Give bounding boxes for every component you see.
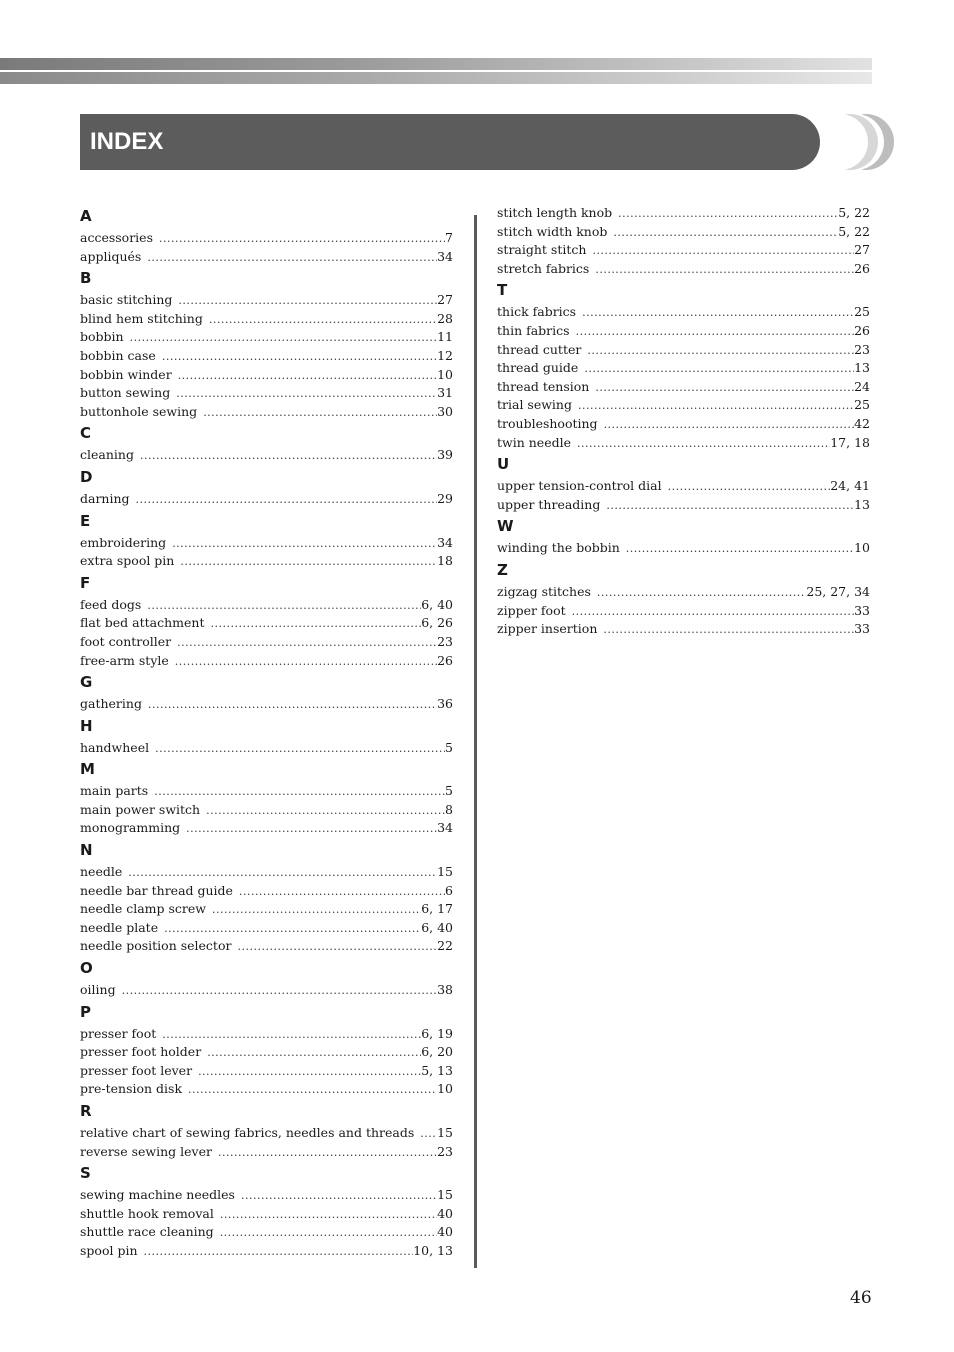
index-letter-heading: P <box>80 1002 91 1021</box>
index-entry <box>80 882 453 901</box>
index-term: needle bar thread guide <box>80 882 233 898</box>
index-term: thread tension <box>497 378 590 394</box>
index-term: thread guide <box>497 360 579 376</box>
index-page-refs: 5, 22 <box>838 205 870 220</box>
index-page-refs: 6, 17 <box>421 901 453 917</box>
index-page-refs: 30 <box>437 403 453 419</box>
index-page-refs: 26 <box>854 260 870 276</box>
index-term: spool pin <box>80 1242 138 1258</box>
index-letter-heading: U <box>497 455 510 474</box>
index-page-refs: 12 <box>437 347 453 363</box>
index-entry <box>80 1223 453 1242</box>
index-page-refs: 6, 26 <box>421 615 453 631</box>
index-column-left <box>80 204 453 1261</box>
index-entry <box>497 378 870 397</box>
index-banner <box>80 114 872 170</box>
index-entry <box>497 477 870 496</box>
index-term: zigzag stitches <box>497 583 591 599</box>
index-page-refs: 10 <box>437 366 453 382</box>
index-entry <box>80 614 453 633</box>
index-page-refs: 40 <box>437 1205 453 1221</box>
dot-leader <box>603 621 854 640</box>
index-letter-heading: R <box>80 1102 92 1120</box>
index-entry <box>497 396 870 415</box>
dot-leader <box>154 783 445 802</box>
index-term: winding the bobbin <box>497 540 620 556</box>
index-page-refs: 5 <box>445 739 453 755</box>
index-page-refs: 34 <box>437 248 453 264</box>
index-page-refs: 10, 13 <box>413 1242 453 1258</box>
dot-leader <box>130 329 438 348</box>
dot-leader <box>175 653 437 672</box>
dot-leader <box>162 1026 421 1045</box>
index-page-refs: 24 <box>854 378 870 394</box>
index-page-refs: 10 <box>437 1081 453 1097</box>
index-page-refs: 22 <box>437 938 453 954</box>
index-page-refs: 6, 19 <box>421 1025 453 1041</box>
index-page-refs: 31 <box>437 385 453 401</box>
index-letter-heading: E <box>80 511 91 530</box>
index-page-refs: 23 <box>854 341 870 357</box>
index-term: bobbin winder <box>80 366 172 382</box>
index-entry <box>80 248 453 267</box>
index-term: button sewing <box>80 385 171 401</box>
index-page-refs: 8 <box>445 801 453 817</box>
dot-leader <box>211 615 422 634</box>
index-page-refs: 27 <box>437 292 453 308</box>
dot-leader <box>420 1125 437 1144</box>
index-entry <box>80 328 453 347</box>
index-page-refs: 15 <box>437 1125 453 1140</box>
index-page-refs: 38 <box>437 982 453 998</box>
index-letter-heading: C <box>80 424 92 443</box>
index-entry <box>80 490 453 509</box>
index-letter-heading: D <box>80 467 93 486</box>
dot-leader <box>220 1224 437 1243</box>
page-number: 46 <box>850 1288 872 1308</box>
index-entry <box>80 1062 453 1081</box>
index-term: embroidering <box>80 534 167 550</box>
index-page-refs: 13 <box>854 496 870 512</box>
index-term: zipper foot <box>497 602 566 618</box>
index-page-refs: 15 <box>437 864 453 880</box>
index-entry <box>80 1242 453 1261</box>
index-term: twin needle <box>497 434 571 450</box>
index-term: needle plate <box>80 919 159 935</box>
index-page-refs: 33 <box>854 602 870 618</box>
index-term: straight stitch <box>497 242 587 258</box>
index-page-refs: 10 <box>854 540 870 556</box>
index-page-refs: 18 <box>437 553 453 569</box>
index-term: bobbin case <box>80 347 156 363</box>
index-page-refs: 5 <box>445 783 453 799</box>
index-entry <box>80 633 453 652</box>
dot-leader <box>147 249 437 268</box>
index-entry <box>80 552 453 571</box>
index-term: main power switch <box>80 801 201 817</box>
index-entry <box>497 620 870 639</box>
index-term: needle clamp screw <box>80 901 206 917</box>
index-entry <box>80 366 453 385</box>
banner-bar <box>80 114 820 170</box>
index-term: handwheel <box>80 739 150 755</box>
dot-leader <box>578 397 854 416</box>
index-page-refs: 6, 20 <box>421 1044 453 1060</box>
index-entry <box>80 1143 453 1162</box>
index-term: relative chart of sewing fabrics, needles and threads <box>80 1125 415 1140</box>
dot-leader <box>147 597 421 616</box>
index-letter-heading: F <box>80 573 91 592</box>
index-page-refs: 24, 41 <box>830 478 870 494</box>
index-term: thick fabrics <box>497 304 577 320</box>
index-term: presser foot <box>80 1025 157 1041</box>
header-decorative-bars <box>0 58 872 84</box>
dot-leader <box>597 584 806 603</box>
dot-leader <box>186 820 437 839</box>
index-term: stretch fabrics <box>497 260 590 276</box>
index-page-refs: 39 <box>437 447 453 463</box>
index-term: pre-tension disk <box>80 1081 183 1097</box>
index-page-refs: 7 <box>445 230 453 245</box>
index-letter-heading: H <box>80 716 93 735</box>
index-entry <box>80 801 453 820</box>
dot-leader <box>239 883 445 902</box>
index-entry <box>497 322 870 341</box>
dot-leader <box>155 740 445 759</box>
dot-leader <box>618 205 838 224</box>
index-page-refs: 11 <box>437 329 453 345</box>
index-entry <box>80 347 453 366</box>
index-entry <box>497 496 870 515</box>
index-letter-heading: M <box>80 760 95 779</box>
index-term: monogramming <box>80 820 181 836</box>
header-bar-lower <box>0 72 872 84</box>
dot-leader <box>207 1044 421 1063</box>
index-term: zipper insertion <box>497 621 598 637</box>
dot-leader <box>592 242 854 261</box>
index-letter-heading: Z <box>497 560 508 579</box>
dot-leader <box>626 540 854 559</box>
dot-leader <box>128 864 437 883</box>
index-entry <box>80 1186 453 1205</box>
index-term: cleaning <box>80 447 134 463</box>
index-entry <box>80 446 453 465</box>
dot-leader <box>595 379 854 398</box>
index-page-refs: 28 <box>437 310 453 326</box>
index-page-refs: 36 <box>437 696 453 712</box>
index-page-refs: 25 <box>854 304 870 320</box>
page-title: INDEX <box>90 128 164 155</box>
index-page-refs: 17, 18 <box>830 434 870 450</box>
index-entry <box>80 534 453 553</box>
index-entry <box>80 937 453 956</box>
index-term: feed dogs <box>80 596 142 612</box>
index-letter-heading: S <box>80 1164 91 1183</box>
dot-leader <box>613 224 838 243</box>
index-page-refs: 23 <box>437 633 453 649</box>
index-term: flat bed attachment <box>80 615 205 631</box>
dot-leader <box>206 802 445 821</box>
index-entry <box>497 241 870 260</box>
dot-leader <box>176 385 437 404</box>
dot-leader <box>604 416 855 435</box>
index-term: free-arm style <box>80 652 169 668</box>
index-page-refs: 25, 27, 34 <box>806 583 870 599</box>
index-entry <box>80 819 453 838</box>
index-term: needle position selector <box>80 938 232 954</box>
index-letter-heading: W <box>497 517 514 536</box>
index-entry <box>80 310 453 329</box>
index-letter-heading: N <box>80 841 93 860</box>
dot-leader <box>582 304 854 323</box>
dot-leader <box>212 901 421 920</box>
index-entry <box>497 204 870 223</box>
dot-leader <box>172 535 437 554</box>
dot-leader <box>595 261 854 280</box>
index-entry <box>80 981 453 1000</box>
index-entry <box>80 384 453 403</box>
index-page-refs: 6 <box>445 882 453 898</box>
index-page-refs: 15 <box>437 1187 453 1203</box>
dot-leader <box>140 447 437 466</box>
index-page-refs: 5, 22 <box>838 223 870 239</box>
dot-leader <box>584 360 854 379</box>
index-page-refs: 33 <box>854 621 870 637</box>
dot-leader <box>180 553 437 572</box>
index-entry <box>80 739 453 758</box>
index-page-refs: 25 <box>854 397 870 413</box>
index-entry <box>80 403 453 422</box>
index-term: upper threading <box>497 496 601 512</box>
index-entry <box>80 1025 453 1044</box>
index-entry <box>80 596 453 615</box>
dot-leader <box>162 348 437 367</box>
index-term: buttonhole sewing <box>80 403 198 419</box>
index-page-refs: 26 <box>437 652 453 668</box>
index-entry <box>80 863 453 882</box>
index-entry <box>497 415 870 434</box>
dot-leader <box>220 1206 437 1225</box>
index-term: shuttle hook removal <box>80 1205 214 1221</box>
index-entry <box>80 919 453 938</box>
index-letter-heading: G <box>80 673 93 692</box>
index-entry <box>497 341 870 360</box>
index-page-refs: 13 <box>854 360 870 376</box>
dot-leader <box>218 1144 437 1163</box>
index-entry <box>497 303 870 322</box>
dot-leader <box>178 292 437 311</box>
index-letter-heading: B <box>80 269 92 288</box>
index-term: accessories <box>80 230 153 245</box>
dot-leader <box>178 367 437 386</box>
dot-leader <box>203 404 437 423</box>
index-letter-heading: O <box>80 959 93 978</box>
index-term: trial sewing <box>497 397 572 413</box>
index-page-refs: 6, 40 <box>421 919 453 935</box>
banner-ring-gap-inner <box>812 114 868 170</box>
dot-leader <box>577 435 830 454</box>
index-entry <box>497 260 870 279</box>
index-page-refs: 34 <box>437 820 453 836</box>
index-entry <box>497 359 870 378</box>
header-bar-upper <box>0 58 872 70</box>
index-page-refs: 6, 40 <box>421 596 453 612</box>
index-page-refs: 29 <box>437 490 453 506</box>
index-page-refs: 5, 13 <box>421 1062 453 1078</box>
index-term: sewing machine needles <box>80 1187 235 1203</box>
index-entry <box>497 602 870 621</box>
index-entry <box>80 1043 453 1062</box>
index-term: presser foot holder <box>80 1044 202 1060</box>
index-term: stitch width knob <box>497 223 608 239</box>
dot-leader <box>587 342 854 361</box>
index-term: gathering <box>80 696 142 712</box>
dot-leader <box>198 1063 421 1082</box>
index-letter-heading: T <box>497 281 508 300</box>
dot-leader <box>241 1187 437 1206</box>
dot-leader <box>144 1243 414 1262</box>
index-term: needle <box>80 864 123 880</box>
index-page-refs: 23 <box>437 1143 453 1159</box>
index-term: shuttle race cleaning <box>80 1224 214 1240</box>
index-term: basic stitching <box>80 292 173 308</box>
dot-leader <box>159 230 445 249</box>
index-page-refs: 27 <box>854 242 870 258</box>
index-entry <box>80 1124 453 1143</box>
index-term: oiling <box>80 982 116 998</box>
index-page-refs: 40 <box>437 1224 453 1240</box>
index-term: reverse sewing lever <box>80 1143 212 1159</box>
dot-leader <box>188 1081 437 1100</box>
index-entry <box>80 652 453 671</box>
index-entry <box>80 782 453 801</box>
index-term: thin fabrics <box>497 322 570 338</box>
index-term: blind hem stitching <box>80 310 203 326</box>
index-term: thread cutter <box>497 341 582 357</box>
index-entry <box>80 695 453 714</box>
index-entry <box>80 900 453 919</box>
index-term: stitch length knob <box>497 205 613 220</box>
index-term: extra spool pin <box>80 553 175 569</box>
dot-leader <box>209 311 437 330</box>
index-entry <box>80 1205 453 1224</box>
dot-leader <box>164 920 421 939</box>
index-term: bobbin <box>80 329 124 345</box>
dot-leader <box>606 497 854 516</box>
index-term: upper tension-control dial <box>497 478 662 494</box>
dot-leader <box>572 603 854 622</box>
index-entry <box>497 223 870 242</box>
index-page-refs: 26 <box>854 322 870 338</box>
index-term: troubleshooting <box>497 415 598 431</box>
dot-leader <box>576 323 855 342</box>
dot-leader <box>136 491 438 510</box>
index-term: main parts <box>80 783 149 799</box>
index-term: darning <box>80 490 130 506</box>
index-entry <box>80 291 453 310</box>
index-term: foot controller <box>80 633 172 649</box>
index-term: presser foot lever <box>80 1062 193 1078</box>
index-entry <box>497 539 870 558</box>
index-entry <box>497 434 870 453</box>
index-page-refs: 42 <box>854 415 870 431</box>
column-divider <box>474 215 477 1268</box>
dot-leader <box>177 634 437 653</box>
dot-leader <box>237 938 437 957</box>
index-entry <box>497 583 870 602</box>
index-letter-heading: A <box>80 207 92 225</box>
index-page-refs: 34 <box>437 534 453 550</box>
index-column-right <box>497 204 870 639</box>
dot-leader <box>148 696 437 715</box>
index-term: appliqués <box>80 248 142 264</box>
dot-leader <box>668 478 831 497</box>
index-entry <box>80 229 453 248</box>
index-entry <box>80 1080 453 1099</box>
dot-leader <box>122 982 438 1001</box>
